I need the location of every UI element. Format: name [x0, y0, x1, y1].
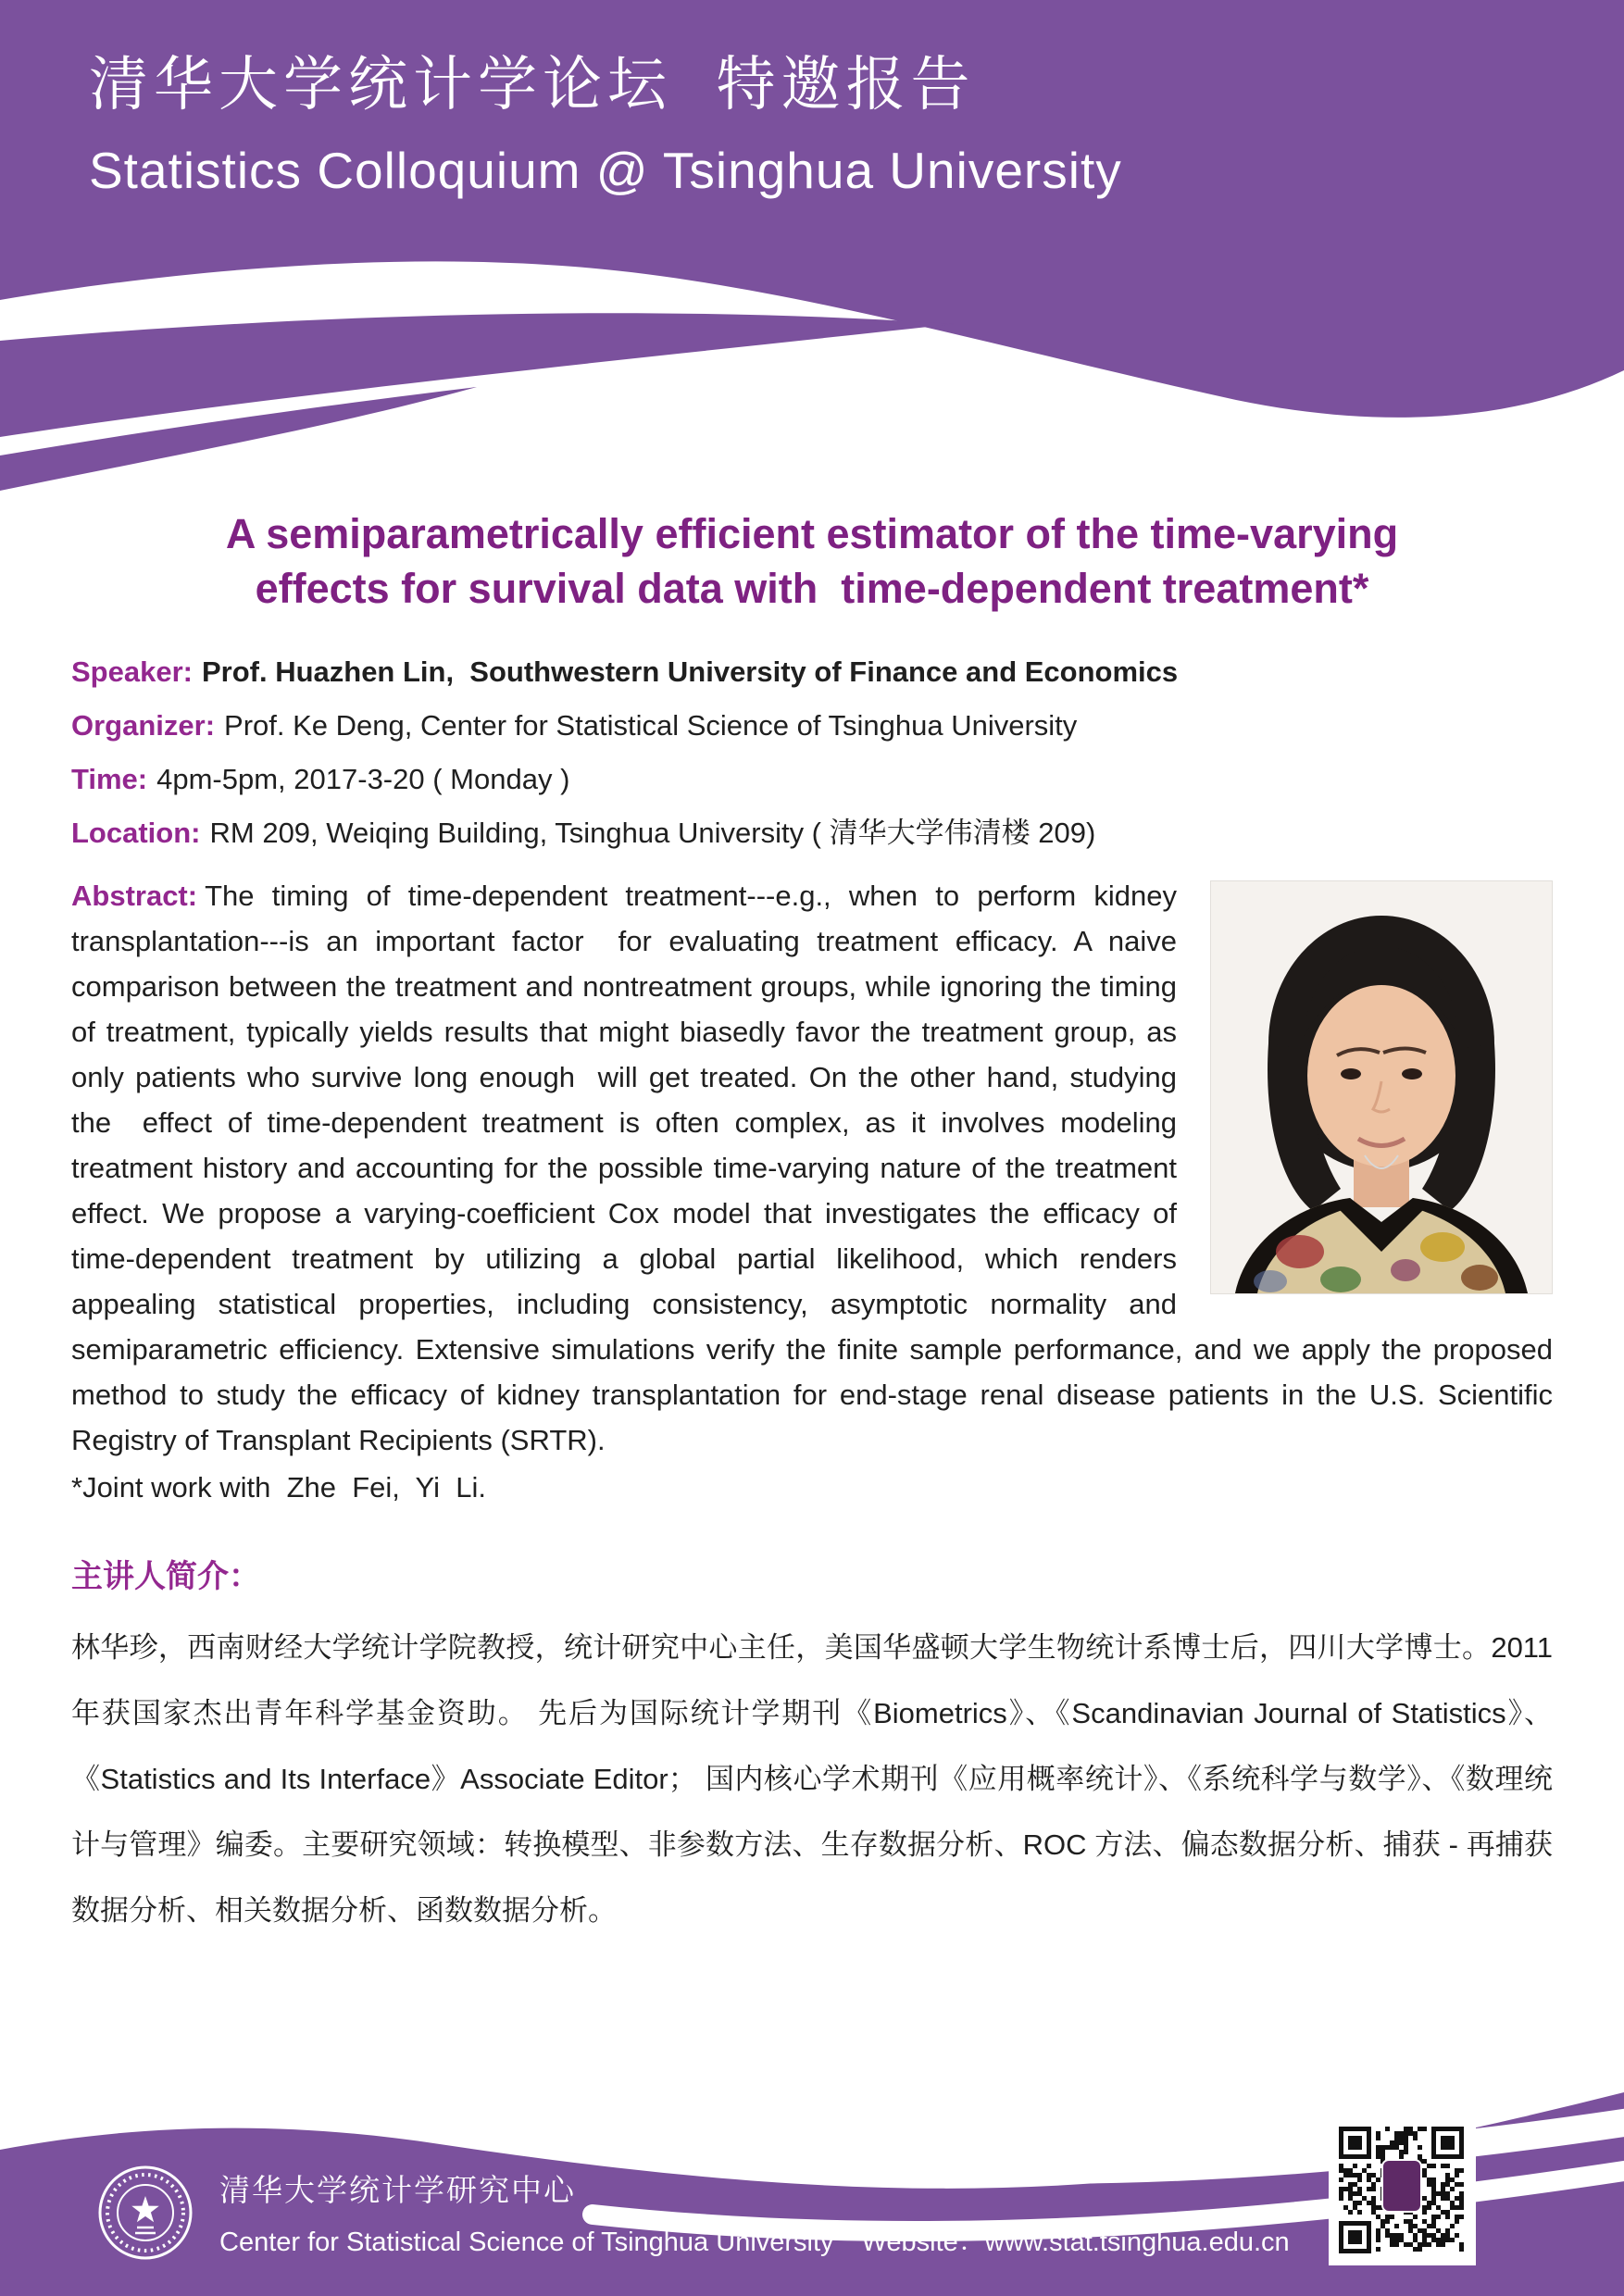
location-value: RM 209, Weiqing Building, Tsinghua University ( 清华大学伟清楼 209): [209, 817, 1096, 849]
bio-text: 林华珍，西南财经大学统计学院教授，统计研究中心主任，美国华盛顿大学生物统计系博士后，四川大学博士。2011 年获国家杰出青年科学基金资助。 先后为国际统计学期刊《Biometrics》、《Scandinavian Journal of Statistics》、《Statistics and Its Interface》Associate Editor； 国内核心学术期刊《应用概率统计》、《系统科学与数学》、《数理统计与管理》编委。主要研究领域：转换模型、非参数方法、生存数据分析、ROC 方法、偏态数据分析、捕获 - 再捕获数据分析、相关数据分析、函数数据分析。: [71, 1631, 1561, 1927]
speaker-label: Speaker:: [71, 655, 193, 688]
footer-org-en-line: [219, 2221, 1290, 2259]
poster-body: [71, 507, 1561, 1943]
info-row-organizer: [71, 699, 1553, 753]
footer-org: [219, 2166, 1290, 2259]
footer-org-en: Center for Statistical Science of Tsinghua University: [219, 2227, 834, 2257]
talk-info: [71, 645, 1553, 860]
bio-section: [71, 1551, 1561, 1943]
info-row-location: [71, 806, 1553, 860]
footer: [97, 2165, 1290, 2261]
speaker-value: Prof. Huazhen Lin, Southwestern University of Finance and Economics: [201, 655, 1179, 688]
footer-website: Website：www.stat.tsinghua.edu.cn: [861, 2227, 1290, 2257]
tsinghua-seal-icon: [97, 2165, 194, 2261]
abstract-text: The timing of time-dependent treatment---e.g., when to perform kidney transplantation---is an important factor for evaluating treatment efficacy. A naive comparison between the treatment and nontreatment groups, while ignoring the timing of treatment, typically yields results that might biasedly favor the treatment group, as only patients who survive long enough will get treated. On the other hand, studying the effect of time-dependent treatment is often complex, as it involves modeling treatment history and accounting for the possible time-varying nature of the treatment effect. We propose a varying-coefficient Cox model that investigates the efficacy of time-dependent treatment by utilizing a global partial likelihood, which renders appealing statistical properties, including consistency, asymptotic normality and semiparametric efficiency. Extensive simulations verify the finite sample performance, and we apply the proposed method to study the efficacy of kidney transplantation for end-stage renal disease patients in the U.S. Scientific Registry of Transplant Recipients (SRTR).: [71, 880, 1561, 1456]
talk-title: [71, 507, 1553, 616]
info-row-speaker: [71, 645, 1553, 699]
header-title-zh: 清华大学统计学论坛 特邀报告: [89, 51, 976, 118]
talk-title-line1: A semiparametrically efficient estimator of the time-varying: [225, 510, 1399, 557]
organizer-label: Organizer:: [71, 709, 216, 742]
talk-title-line2: effects for survival data with time-dependent treatment*: [255, 564, 1369, 612]
qr-finder-icon: [1339, 2127, 1371, 2159]
abstract-label: Abstract:: [71, 880, 198, 912]
info-row-time: [71, 753, 1553, 806]
joint-work-note: *Joint work with Zhe Fei, Yi Li.: [71, 1471, 486, 1504]
header-title-en: Statistics Colloquium @ Tsinghua University: [89, 142, 1122, 199]
qr-code: [1329, 2116, 1476, 2265]
speaker-photo: [1210, 880, 1553, 1294]
time-label: Time:: [71, 763, 148, 795]
poster-header: [89, 37, 1122, 200]
organizer-value: Prof. Ke Deng, Center for Statistical Science of Tsinghua University: [224, 709, 1078, 742]
qr-pattern: [1339, 2127, 1464, 2253]
qr-center-badge: [1381, 2159, 1422, 2213]
time-value: 4pm-5pm, 2017-3-20 ( Monday ): [156, 763, 570, 795]
footer-org-zh: 清华大学统计学研究中心: [219, 2173, 576, 2207]
qr-finder-icon: [1339, 2221, 1371, 2253]
bio-heading: 主讲人简介：: [71, 1559, 260, 1594]
qr-finder-icon: [1431, 2127, 1464, 2159]
abstract-section: [71, 873, 1561, 1510]
location-label: Location:: [71, 817, 201, 849]
